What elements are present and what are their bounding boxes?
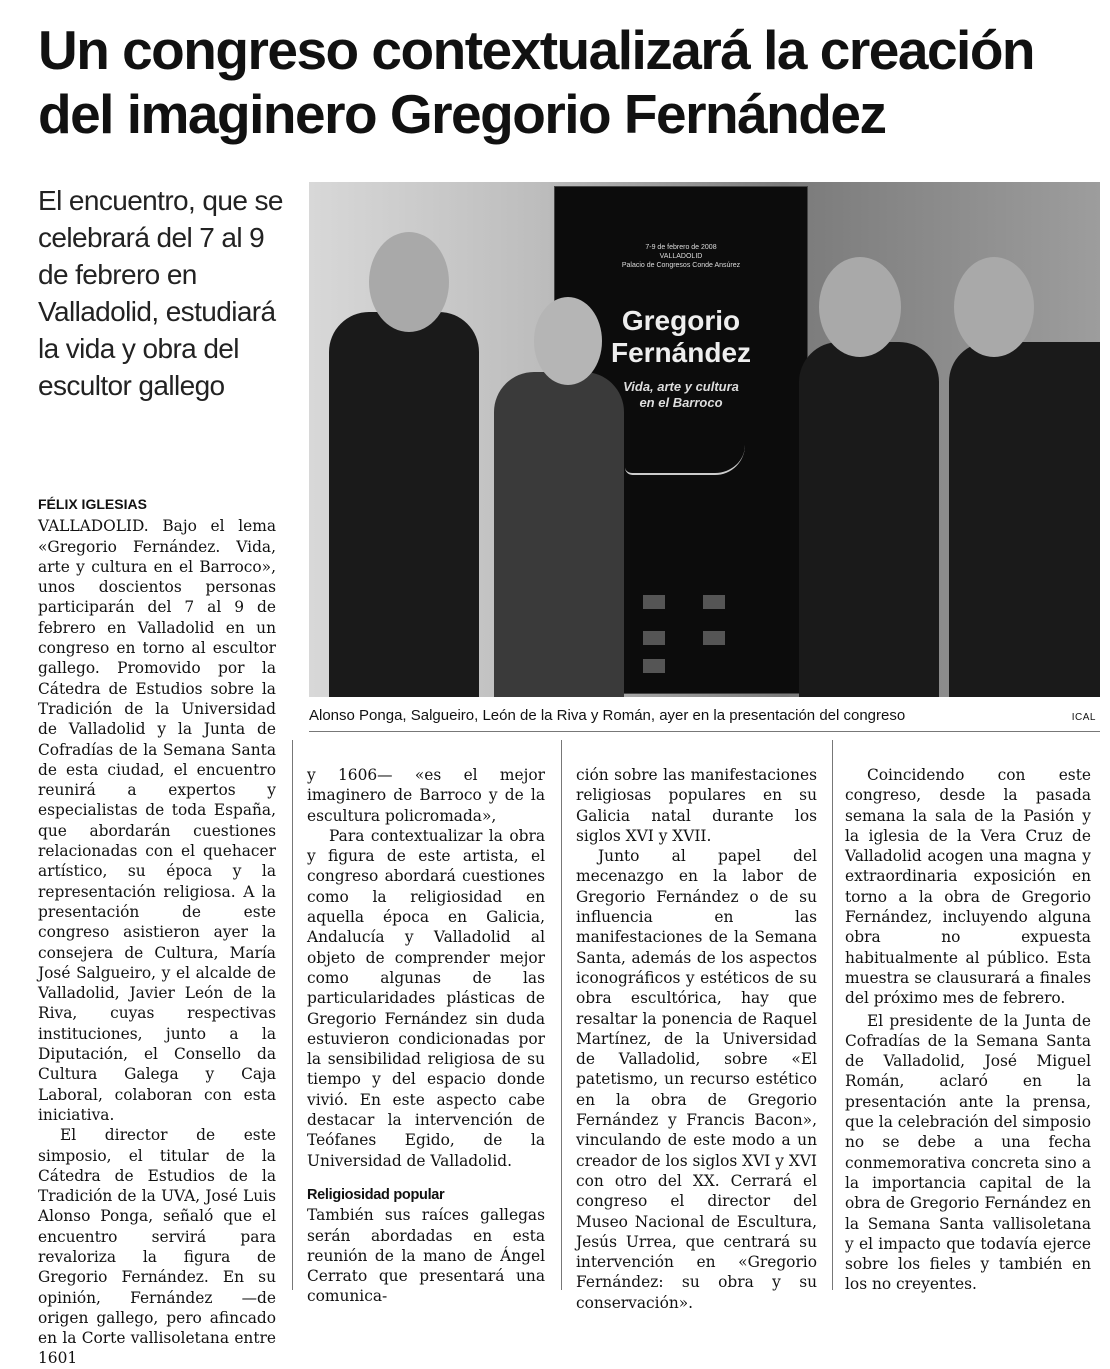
poster-subtitle-line-1: Vida, arte y cultura bbox=[623, 379, 739, 394]
person-4-head bbox=[954, 257, 1034, 357]
paragraph: y 1606— «es el mejor imaginero de Barroco y de la escultura policromada», bbox=[307, 766, 545, 825]
headline-line-2: del imaginero Gregorio Fernández bbox=[38, 83, 886, 145]
paragraph: Para contextualizar la obra y figura de este artista, el congreso abordará cuestiones como la religiosidad en aquella época en Galicia, Andalucía y Valladolid al objeto de comprender mejor como algunas de las particularidades plásticas de Gregorio Fernández sin duda estuvieron condicionadas por la sensibilidad religiosa de su tiempo y del espacio donde vivió. En este aspecto cabe destacar la intervención de Teófanes Egido, de la Universidad de Valladolid. bbox=[307, 826, 545, 1170]
poster-city-text: VALLADOLID bbox=[659, 253, 703, 260]
column-4 bbox=[845, 765, 1091, 1295]
column-divider bbox=[561, 740, 562, 1290]
column-divider bbox=[292, 740, 293, 1290]
poster-dates bbox=[555, 243, 807, 270]
column-2 bbox=[307, 765, 545, 1307]
poster-subtitle-line-2: en el Barroco bbox=[639, 395, 723, 410]
column-1 bbox=[38, 494, 276, 1369]
headline-line-1: Un congreso contextualizará la creación bbox=[38, 19, 1035, 81]
column-divider bbox=[832, 740, 833, 1290]
person-1 bbox=[329, 312, 479, 697]
poster-title-line-1: Gregorio bbox=[621, 305, 741, 336]
paragraph: También sus raíces gallegas serán abordadas en esta reunión de la mano de Ángel Cerrato que presentará una comunica- bbox=[307, 1206, 545, 1306]
signature-graphic bbox=[625, 445, 745, 475]
photo-credit: ICAL bbox=[1071, 712, 1096, 723]
person-2 bbox=[494, 372, 624, 697]
paragraph: El presidente de la Junta de Cofradías de la Semana Santa de Valladolid, José Miguel Román, aclaró en la presentación ante la prensa, que la celebración del simposio no se debe a una fecha conmemorativa concreta sino a la importancia capital de la obra de Gregorio Fernández en la Semana Santa vallisoletana y el impacto que todavía ejerce sobre los fieles y también en los no creyentes. bbox=[845, 1011, 1091, 1294]
byline: FÉLIX IGLESIAS bbox=[38, 496, 147, 512]
person-4 bbox=[949, 342, 1100, 697]
poster-venue-text: Palacio de Congresos Conde Ansúrez bbox=[621, 262, 741, 269]
paragraph: Coincidendo con este congreso, desde la pasada semana la sala de la Pasión y la iglesia de la Vera Cruz de Valladolid acogen una magna y extraordinaria exposición en torno a la obra de Gregorio Fernández, incluyendo alguna obra no expuesta habitualmente al público. Esta muestra se clausurará a finales del próximo mes de febrero. bbox=[845, 766, 1091, 1008]
caption-rule bbox=[309, 731, 1100, 732]
subheadline: El encuentro, que se celebrará del 7 al 9 de febrero en Valladolid, estudiará la vida y obra del escultor gallego bbox=[38, 185, 283, 401]
paragraph: VALLADOLID. Bajo el lema «Gregorio Fernández. Vida, arte y cultura en el Barroco», unos doscientos personas participarán del 7 al 9 de febrero en Valladolid en un congreso en torno al escultor gallego. Promovido por la Cátedra de Estudios sobre la Tradición de la Universidad de Valladolid y la Junta de Cofradías de la Semana Santa de esta ciudad, el encuentro reunirá a expertos y especialistas de toda España, que abordarán cuestiones relacionadas con el quehacer artístico, su época y la representación religiosa. A la presentación de este congreso asistieron ayer la consejera de Cultura, María José Salgueiro, y el alcalde de Valladolid, Javier León de la Riva, cuyas respectivas instituciones, junto a la Diputación, el Consello da Cultura Galega y Caja Laboral, colaboran con esta iniciativa. bbox=[38, 517, 276, 1124]
news-photo bbox=[309, 182, 1100, 697]
paragraph: El director de este simposio, el titular de la Cátedra de Estudios de la Tradición de la UVA, José Luis Alonso Ponga, señaló que el encuentro servirá para revaloriza la figura de Gregorio Fernández. En su opinión, Fernández —de origen gallego, pero afincado en la Corte vallisoletana entre 1601 bbox=[38, 1126, 276, 1368]
paragraph: Junto al papel del mecenazgo en la labor de Gregorio Fernández o de su influencia en las manifestaciones de la Semana Santa, además de los aspectos iconográficos y estéticos de su obra escultórica, hay que resaltar la ponencia de Raquel Martínez, de la Universidad de Valladolid, sobre «El patetismo, un recurso estético en la obra de Gregorio Fernández y Francis Bacon», vinculando de este modo a un creador de los siglos XVI y XVI con otro del XX. Cerrará el congreso el director del Museo Nacional de Escultura, Jesús Urrea, que centrará su intervención en «Gregorio Fernández: su obra y su conservación». bbox=[576, 847, 817, 1312]
poster-date-text: 7-9 de febrero de 2008 bbox=[645, 244, 717, 251]
photo-caption: Alonso Ponga, Salgueiro, León de la Riva y Román, ayer en la presentación del congreso bbox=[309, 707, 906, 724]
person-1-head bbox=[369, 232, 449, 332]
person-3-head bbox=[819, 257, 901, 357]
headline bbox=[38, 18, 1098, 146]
person-3 bbox=[799, 342, 939, 697]
column-3 bbox=[576, 765, 817, 1313]
section-heading: Religiosidad popular bbox=[307, 1186, 445, 1203]
poster-title-line-2: Fernández bbox=[610, 337, 752, 368]
paragraph: ción sobre las manifestaciones religiosas populares en su Galicia natal durante los siglos XVI y XVII. bbox=[576, 766, 817, 845]
person-2-head bbox=[534, 297, 602, 385]
